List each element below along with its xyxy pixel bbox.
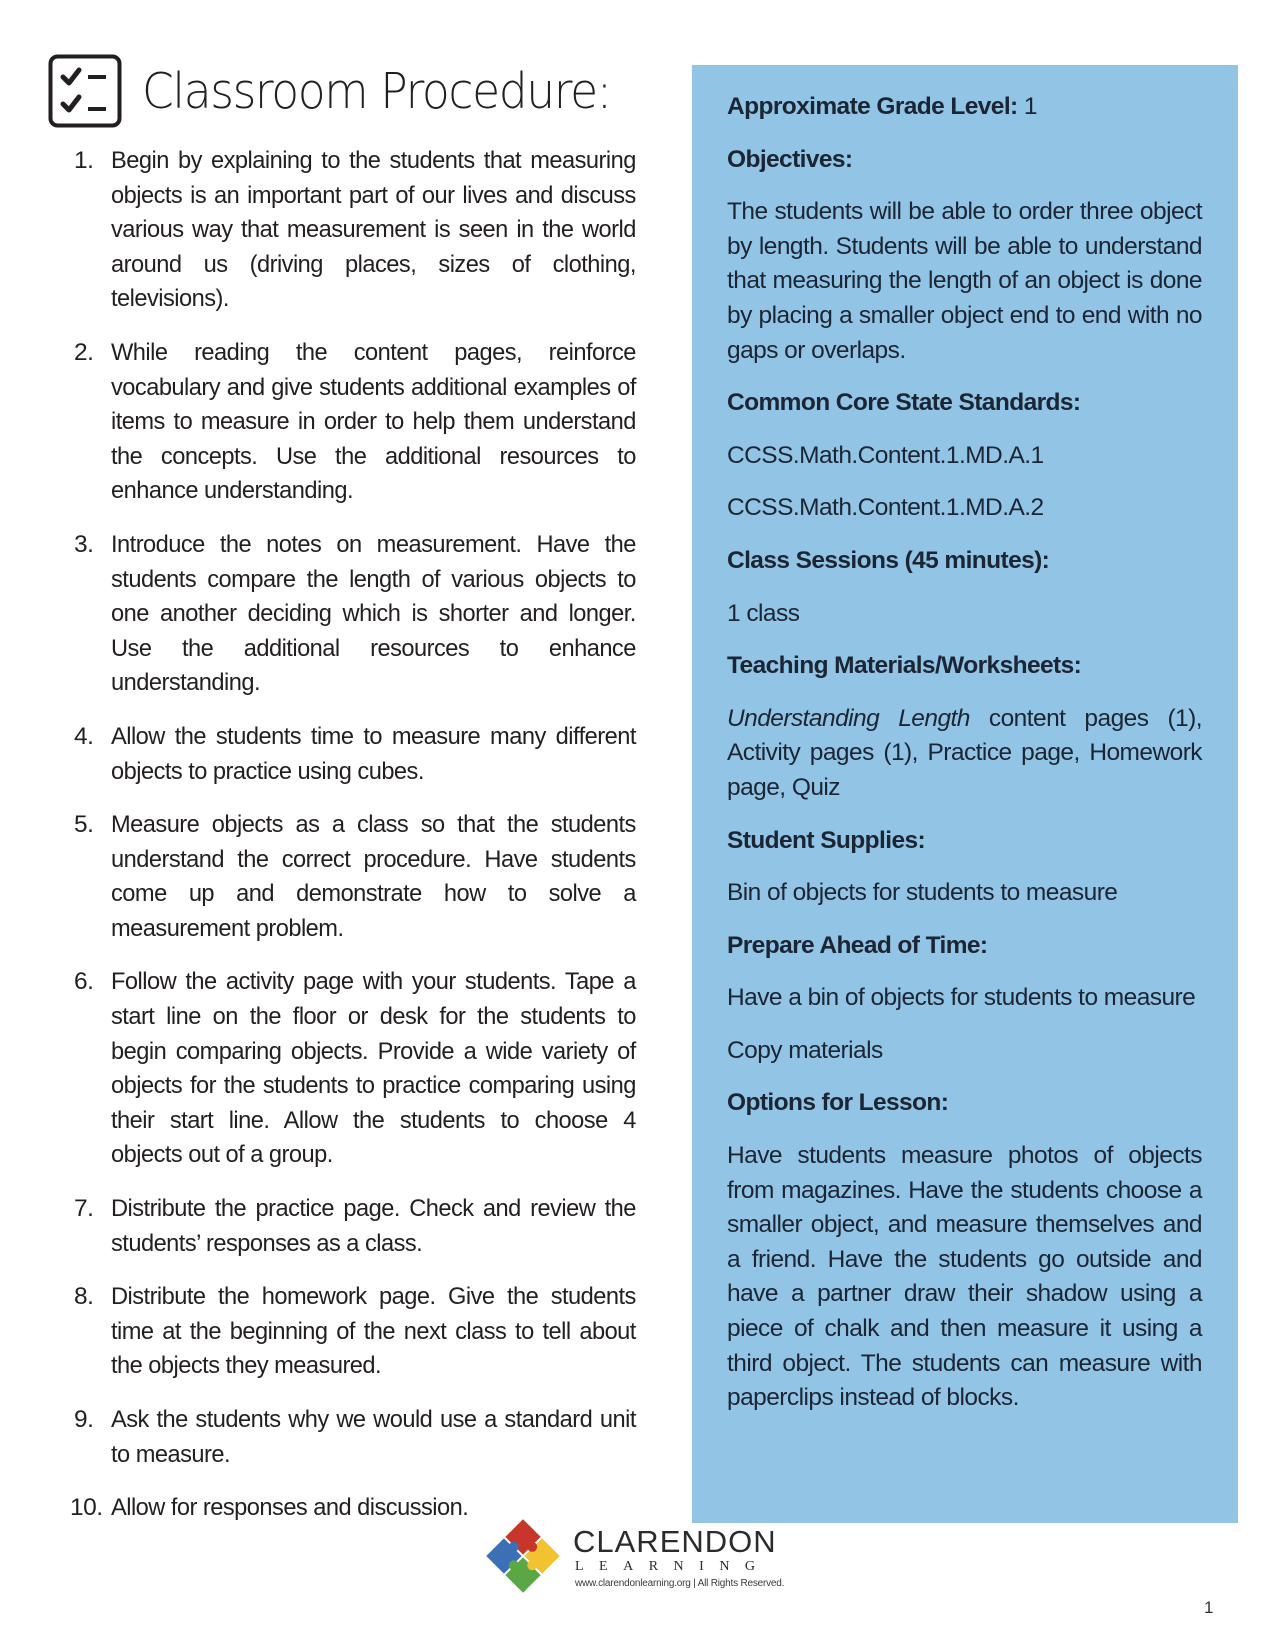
- step-number: 5.: [74, 811, 94, 839]
- procedure-step: [70, 808, 636, 946]
- step-number: 1.: [74, 147, 94, 174]
- sessions-value: 1 class: [727, 599, 800, 627]
- prepare-item: Copy materials: [727, 1036, 883, 1064]
- standards-heading: Common Core State Standards:: [727, 389, 1081, 417]
- sessions-heading: Class Sessions (45 minutes):: [727, 546, 1050, 574]
- materials-list: content pages (1), Activity pages (1), Practice page, Homework page, Quiz: [727, 704, 1203, 801]
- step-number: 9.: [74, 1406, 94, 1433]
- step-number: 2.: [74, 338, 94, 366]
- clarendon-logo: [483, 1516, 783, 1596]
- procedure-step: [70, 965, 636, 1173]
- standard-item: CCSS.Math.Content.1.MD.A.1: [727, 441, 1044, 469]
- page-number: 1: [1204, 1598, 1214, 1617]
- step-text: Introduce the notes on measurement. Have the students compare the length of various objects to one another deciding which is shorter and longer. Use the additional resources to enhance understanding.: [111, 530, 636, 697]
- options-heading: Options for Lesson:: [727, 1089, 949, 1117]
- step-text: While reading the content pages, reinforce vocabulary and give students additional examples of items to measure in order to help them understand the concepts. Use the additional resources to enhance understanding.: [111, 338, 636, 505]
- step-text: Allow for responses and discussion.: [111, 1494, 469, 1522]
- grade-level: [727, 90, 1202, 125]
- procedure-step: [70, 336, 636, 509]
- procedure-step: [70, 720, 636, 789]
- supplies-heading: Student Supplies:: [727, 826, 926, 854]
- step-text: Distribute the homework page. Give the students time at the beginning of the next class to tell about the objects they measured.: [111, 1283, 636, 1380]
- checklist-icon: [48, 54, 122, 128]
- objectives-heading: Objectives:: [727, 145, 853, 173]
- step-text: Allow the students time to measure many different objects to practice using cubes.: [111, 722, 636, 785]
- page-title: Classroom Procedure:: [142, 62, 611, 120]
- page-header: [48, 54, 646, 128]
- step-number: 4.: [74, 722, 94, 750]
- procedure-list: [70, 144, 636, 1545]
- procedure-step: [70, 1192, 636, 1261]
- brand-name: CLARENDON: [573, 1524, 777, 1559]
- step-text: Distribute the practice page. Check and review the students’ responses as a class.: [111, 1195, 636, 1257]
- puzzle-logo-icon: [483, 1516, 563, 1596]
- lesson-info-panel: [692, 65, 1238, 1523]
- objectives-text: The students will be able to order three object by length. Students will be able to understand that measuring the length of an object is done by placing a smaller object end to end with no gaps or overlaps.: [727, 198, 1202, 364]
- step-number: 3.: [74, 530, 94, 558]
- procedure-step: [70, 1403, 636, 1472]
- step-number: 10.: [70, 1494, 103, 1522]
- prepare-item: Have a bin of objects for students to measure: [727, 984, 1196, 1012]
- materials-heading: Teaching Materials/Worksheets:: [727, 652, 1082, 680]
- materials-text: [727, 702, 1202, 806]
- grade-level-label: Approximate Grade Level:: [727, 93, 1018, 120]
- brand-url[interactable]: www.clarendonlearning.org | All Rights Reserved.: [575, 1578, 785, 1589]
- standard-item: CCSS.Math.Content.1.MD.A.2: [727, 494, 1044, 522]
- step-text: Ask the students why we would use a standard unit to measure.: [111, 1406, 636, 1468]
- supplies-text: Bin of objects for students to measure: [727, 879, 1118, 907]
- step-text: Measure objects as a class so that the students understand the correct procedure. Have students come up and demonstrate how to solve a measurement problem.: [111, 811, 636, 942]
- step-text: Follow the activity page with your students. Tape a start line on the floor or desk for the students to begin comparing objects. Provide a wide variety of objects for the students to practice comparing using their start line. Allow the students to choose 4 objects out of a group.: [111, 968, 636, 1169]
- step-text: Begin by explaining to the students that measuring objects is an important part of our lives and discuss various way that measurement is seen in the world around us (driving places, sizes of clothing, televisions).: [111, 147, 636, 313]
- procedure-step: [70, 144, 636, 317]
- procedure-step: [70, 1280, 636, 1384]
- step-number: 6.: [74, 968, 94, 996]
- prepare-heading: Prepare Ahead of Time:: [727, 931, 988, 959]
- grade-level-value: 1: [1023, 93, 1037, 120]
- brand-subtitle: LEARNING: [575, 1559, 771, 1574]
- materials-title: Understanding Length: [727, 704, 970, 732]
- step-number: 7.: [74, 1195, 94, 1223]
- procedure-step: [70, 528, 636, 701]
- step-number: 8.: [74, 1283, 94, 1311]
- options-text: Have students measure photos of objects from magazines. Have the students choose a smaller object, and measure themselves and a friend. Have the students go outside and have a partner draw their shadow using a piece of chalk and then measure it using a third object. The students can measure with paperclips instead of blocks.: [727, 1142, 1202, 1412]
